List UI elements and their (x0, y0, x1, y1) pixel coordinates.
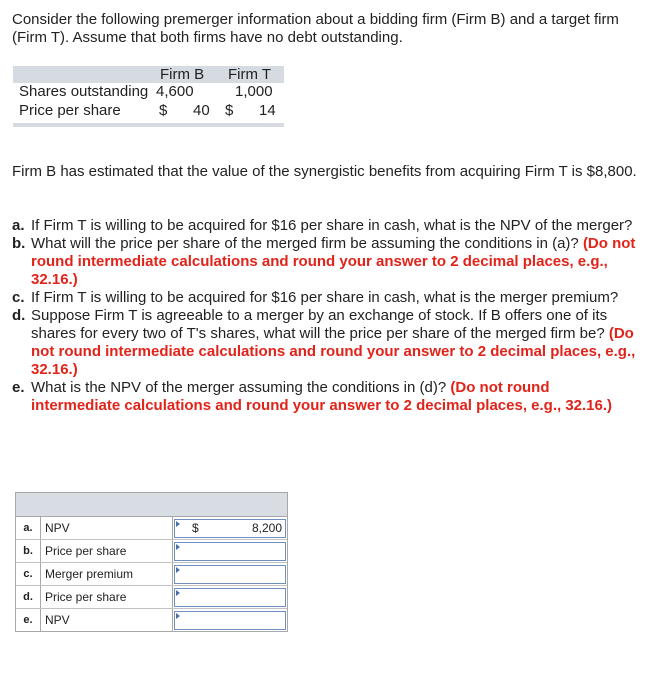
answer-letter: a. (16, 517, 41, 539)
answer-row-d (16, 586, 287, 609)
price-currency-t: $ (225, 102, 234, 119)
question-text: If Firm T is willing to be acquired for $16 per share in cash, what is the merger premium? (31, 289, 619, 306)
question-a (12, 217, 642, 235)
rounding-note: (Do not round intermediate calculations and round your answer to 2 decimal places, e.g., 32.16.) (31, 379, 613, 414)
shares-label: Shares outstanding (19, 83, 149, 100)
question-text: What will the price per share of the merged firm be assuming the conditions in (a)? (31, 235, 583, 252)
column-divider (172, 609, 173, 631)
answer-label: Price per share (45, 544, 127, 558)
column-divider (172, 563, 173, 585)
input-marker-icon (176, 567, 180, 573)
question-label: a. (12, 217, 25, 234)
table-row-price (13, 102, 284, 121)
input-marker-icon (176, 590, 180, 596)
price-currency-b: $ (159, 102, 168, 119)
table-row-shares (13, 83, 284, 102)
input-marker-icon (176, 521, 180, 527)
intro-text: Consider the following premerger information about a bidding firm (Firm B) and a target firm (Firm T). Assume that both firms have no debt outstanding. (12, 11, 619, 46)
answer-label: Price per share (45, 590, 127, 604)
question-c (12, 289, 642, 307)
question-text: Suppose Firm T is agreeable to a merger by an exchange of stock. If B offers one of its shares for every two of T's shares, what will the price per share of the merged firm be? (31, 307, 609, 342)
rounding-note: (Do not round intermediate calculations and round your answer to 2 decimal places, e.g., 32.16.) (31, 325, 636, 378)
answer-letter: e. (16, 609, 41, 631)
rounding-note: (Do not round intermediate calculations and round your answer to 2 decimal places, e.g., 32.16.) (31, 235, 636, 288)
table-header (13, 66, 284, 83)
answer-row-a (16, 517, 287, 540)
input-marker-icon (176, 544, 180, 550)
header-firm-b: Firm B (160, 66, 205, 83)
synergy-text: Firm B has estimated that the value of the synergistic benefits from acquiring Firm T is $8,800. (12, 163, 637, 180)
premerger-info-table (13, 66, 284, 127)
answer-currency: $ (192, 521, 199, 535)
answer-label: NPV (45, 521, 70, 535)
answer-label: NPV (45, 613, 70, 627)
answer-input-d[interactable] (174, 588, 286, 607)
header-firm-t: Firm T (228, 66, 272, 83)
answer-input-b[interactable] (174, 542, 286, 561)
answer-input-e[interactable] (174, 611, 286, 630)
question-list (12, 217, 642, 415)
answer-input-c[interactable] (174, 565, 286, 584)
shares-firm-b: 4,600 (156, 83, 194, 100)
price-label: Price per share (19, 102, 121, 119)
answer-row-b (16, 540, 287, 563)
question-label: b. (12, 235, 26, 252)
question-text: If Firm T is willing to be acquired for $16 per share in cash, what is the NPV of the merger? (31, 217, 633, 234)
question-label: c. (12, 289, 25, 306)
column-divider (172, 540, 173, 562)
answer-input-a[interactable] (174, 519, 286, 538)
answer-letter: b. (16, 540, 41, 562)
answer-value: 8,200 (251, 521, 282, 535)
shares-firm-t: 1,000 (235, 83, 273, 100)
answer-row-c (16, 563, 287, 586)
price-firm-t: 14 (259, 102, 276, 119)
column-divider (172, 586, 173, 608)
answer-letter: c. (16, 563, 41, 585)
question-b (12, 235, 642, 289)
answer-row-e (16, 609, 287, 631)
question-d (12, 307, 642, 379)
answer-letter: d. (16, 586, 41, 608)
answer-grid (15, 492, 288, 632)
price-firm-b: 40 (193, 102, 210, 119)
question-label: d. (12, 307, 26, 324)
question-text: What is the NPV of the merger assuming the conditions in (d)? (31, 379, 451, 396)
table-bottom-rule (13, 123, 284, 127)
answer-label: Merger premium (45, 567, 134, 581)
column-divider (172, 517, 173, 539)
input-marker-icon (176, 613, 180, 619)
question-label: e. (12, 379, 25, 396)
answer-grid-header (16, 493, 287, 517)
question-e (12, 379, 642, 415)
